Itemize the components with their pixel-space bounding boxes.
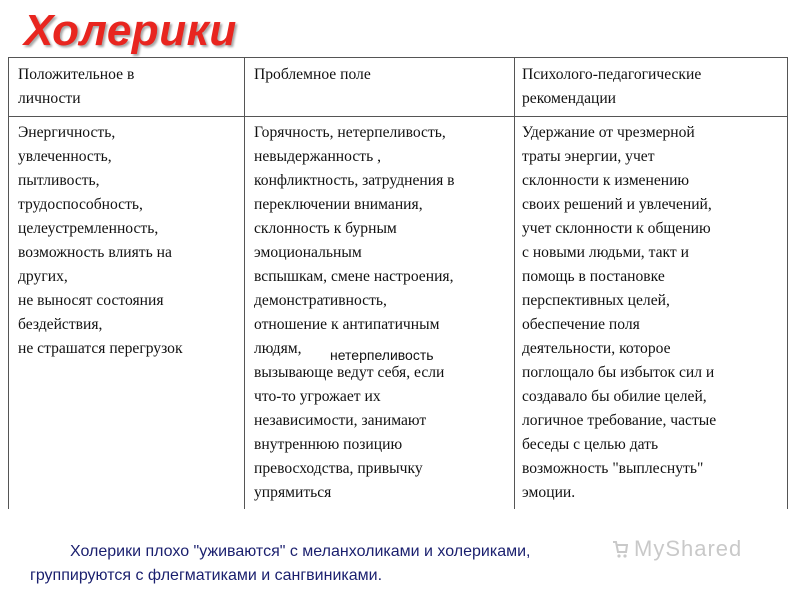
cell-problem: [254, 121, 520, 505]
footer-line: Холерики плохо "уживаются" с меланхоликами и холериками,: [70, 543, 531, 560]
cell-line: Энергичность,: [18, 124, 116, 141]
cell-line: невыдержанность ,: [254, 148, 381, 165]
cell-line: перспективных целей,: [522, 292, 670, 309]
cell-line: демонстративность,: [254, 292, 387, 309]
cell-line: с новыми людьми, такт и: [522, 244, 689, 261]
watermark-text: MyShared: [634, 536, 743, 561]
cell-line: не страшатся перегрузок: [18, 340, 183, 357]
footer-note: [30, 540, 670, 588]
cell-line: независимости, занимают: [254, 412, 427, 429]
cell-line: целеустремленность,: [18, 220, 159, 237]
characteristics-table: [8, 57, 788, 509]
cell-line: логичное требование, частые: [522, 412, 717, 429]
header-positive: [18, 63, 244, 111]
cell-line: склонности к изменению: [522, 172, 690, 189]
header-line: личности: [18, 90, 81, 107]
cell-recommendations: [522, 121, 784, 505]
cell-line: превосходства, привычку: [254, 460, 423, 477]
table-border-top: [8, 57, 788, 58]
header-recommendations: [522, 63, 784, 111]
cell-line: что-то угрожает их: [254, 388, 381, 405]
cell-line: учет склонности к общению: [522, 220, 711, 237]
cell-line: вспышкам, смене настроения,: [254, 268, 454, 285]
overlay-label: нетерпеливость: [330, 347, 434, 363]
table-border-left: [8, 57, 9, 509]
cell-line: увлеченность,: [18, 148, 112, 165]
cell-line: людям,: [254, 340, 302, 357]
watermark: [612, 536, 742, 562]
cell-line: траты энергии, учет: [522, 148, 655, 165]
cell-line: бездействия,: [18, 316, 103, 333]
cell-line: эмоции.: [522, 484, 576, 501]
page-title: Холерики: [24, 6, 237, 55]
cell-line: деятельности, которое: [522, 340, 671, 357]
cell-line: конфликтность, затруднения в: [254, 172, 455, 189]
cell-line: создавало бы обилие целей,: [522, 388, 707, 405]
cell-line: переключении внимания,: [254, 196, 423, 213]
cell-line: трудоспособность,: [18, 196, 143, 213]
cart-icon: [612, 539, 628, 559]
cell-line: пытливость,: [18, 172, 100, 189]
table-divider-1: [244, 57, 245, 509]
cell-line: поглощало бы избыток сил и: [522, 364, 715, 381]
cell-line: обеспечение поля: [522, 316, 640, 333]
cell-line: не выносят состояния: [18, 292, 164, 309]
cell-line: возможность влиять на: [18, 244, 172, 261]
cell-line: склонность к бурным: [254, 220, 397, 237]
cell-line: помощь в постановке: [522, 268, 665, 285]
header-line: рекомендации: [522, 90, 617, 107]
cell-line: внутреннюю позицию: [254, 436, 403, 453]
header-separator: [8, 116, 788, 117]
cell-line: вызывающе ведут себя, если: [254, 364, 445, 381]
cell-line: других,: [18, 268, 68, 285]
cell-line: возможность "выплеснуть": [522, 460, 704, 477]
cell-line: своих решений и увлечений,: [522, 196, 712, 213]
cell-line: Горячность, нетерпеливость,: [254, 124, 446, 141]
cell-line: эмоциональным: [254, 244, 362, 261]
footer-line: группируются с флегматиками и сангвиниками.: [30, 567, 383, 584]
cell-line: Удержание от чрезмерной: [522, 124, 695, 141]
header-line: Проблемное поле: [254, 66, 371, 83]
cell-positive: [18, 121, 244, 361]
header-line: Психолого-педагогические: [522, 66, 702, 83]
cell-line: отношение к антипатичным: [254, 316, 440, 333]
cell-line: беседы с целью дать: [522, 436, 659, 453]
table-border-right: [787, 57, 788, 509]
cell-line: упрямиться: [254, 484, 332, 501]
header-problem: [254, 63, 520, 87]
header-line: Положительное в: [18, 66, 135, 83]
